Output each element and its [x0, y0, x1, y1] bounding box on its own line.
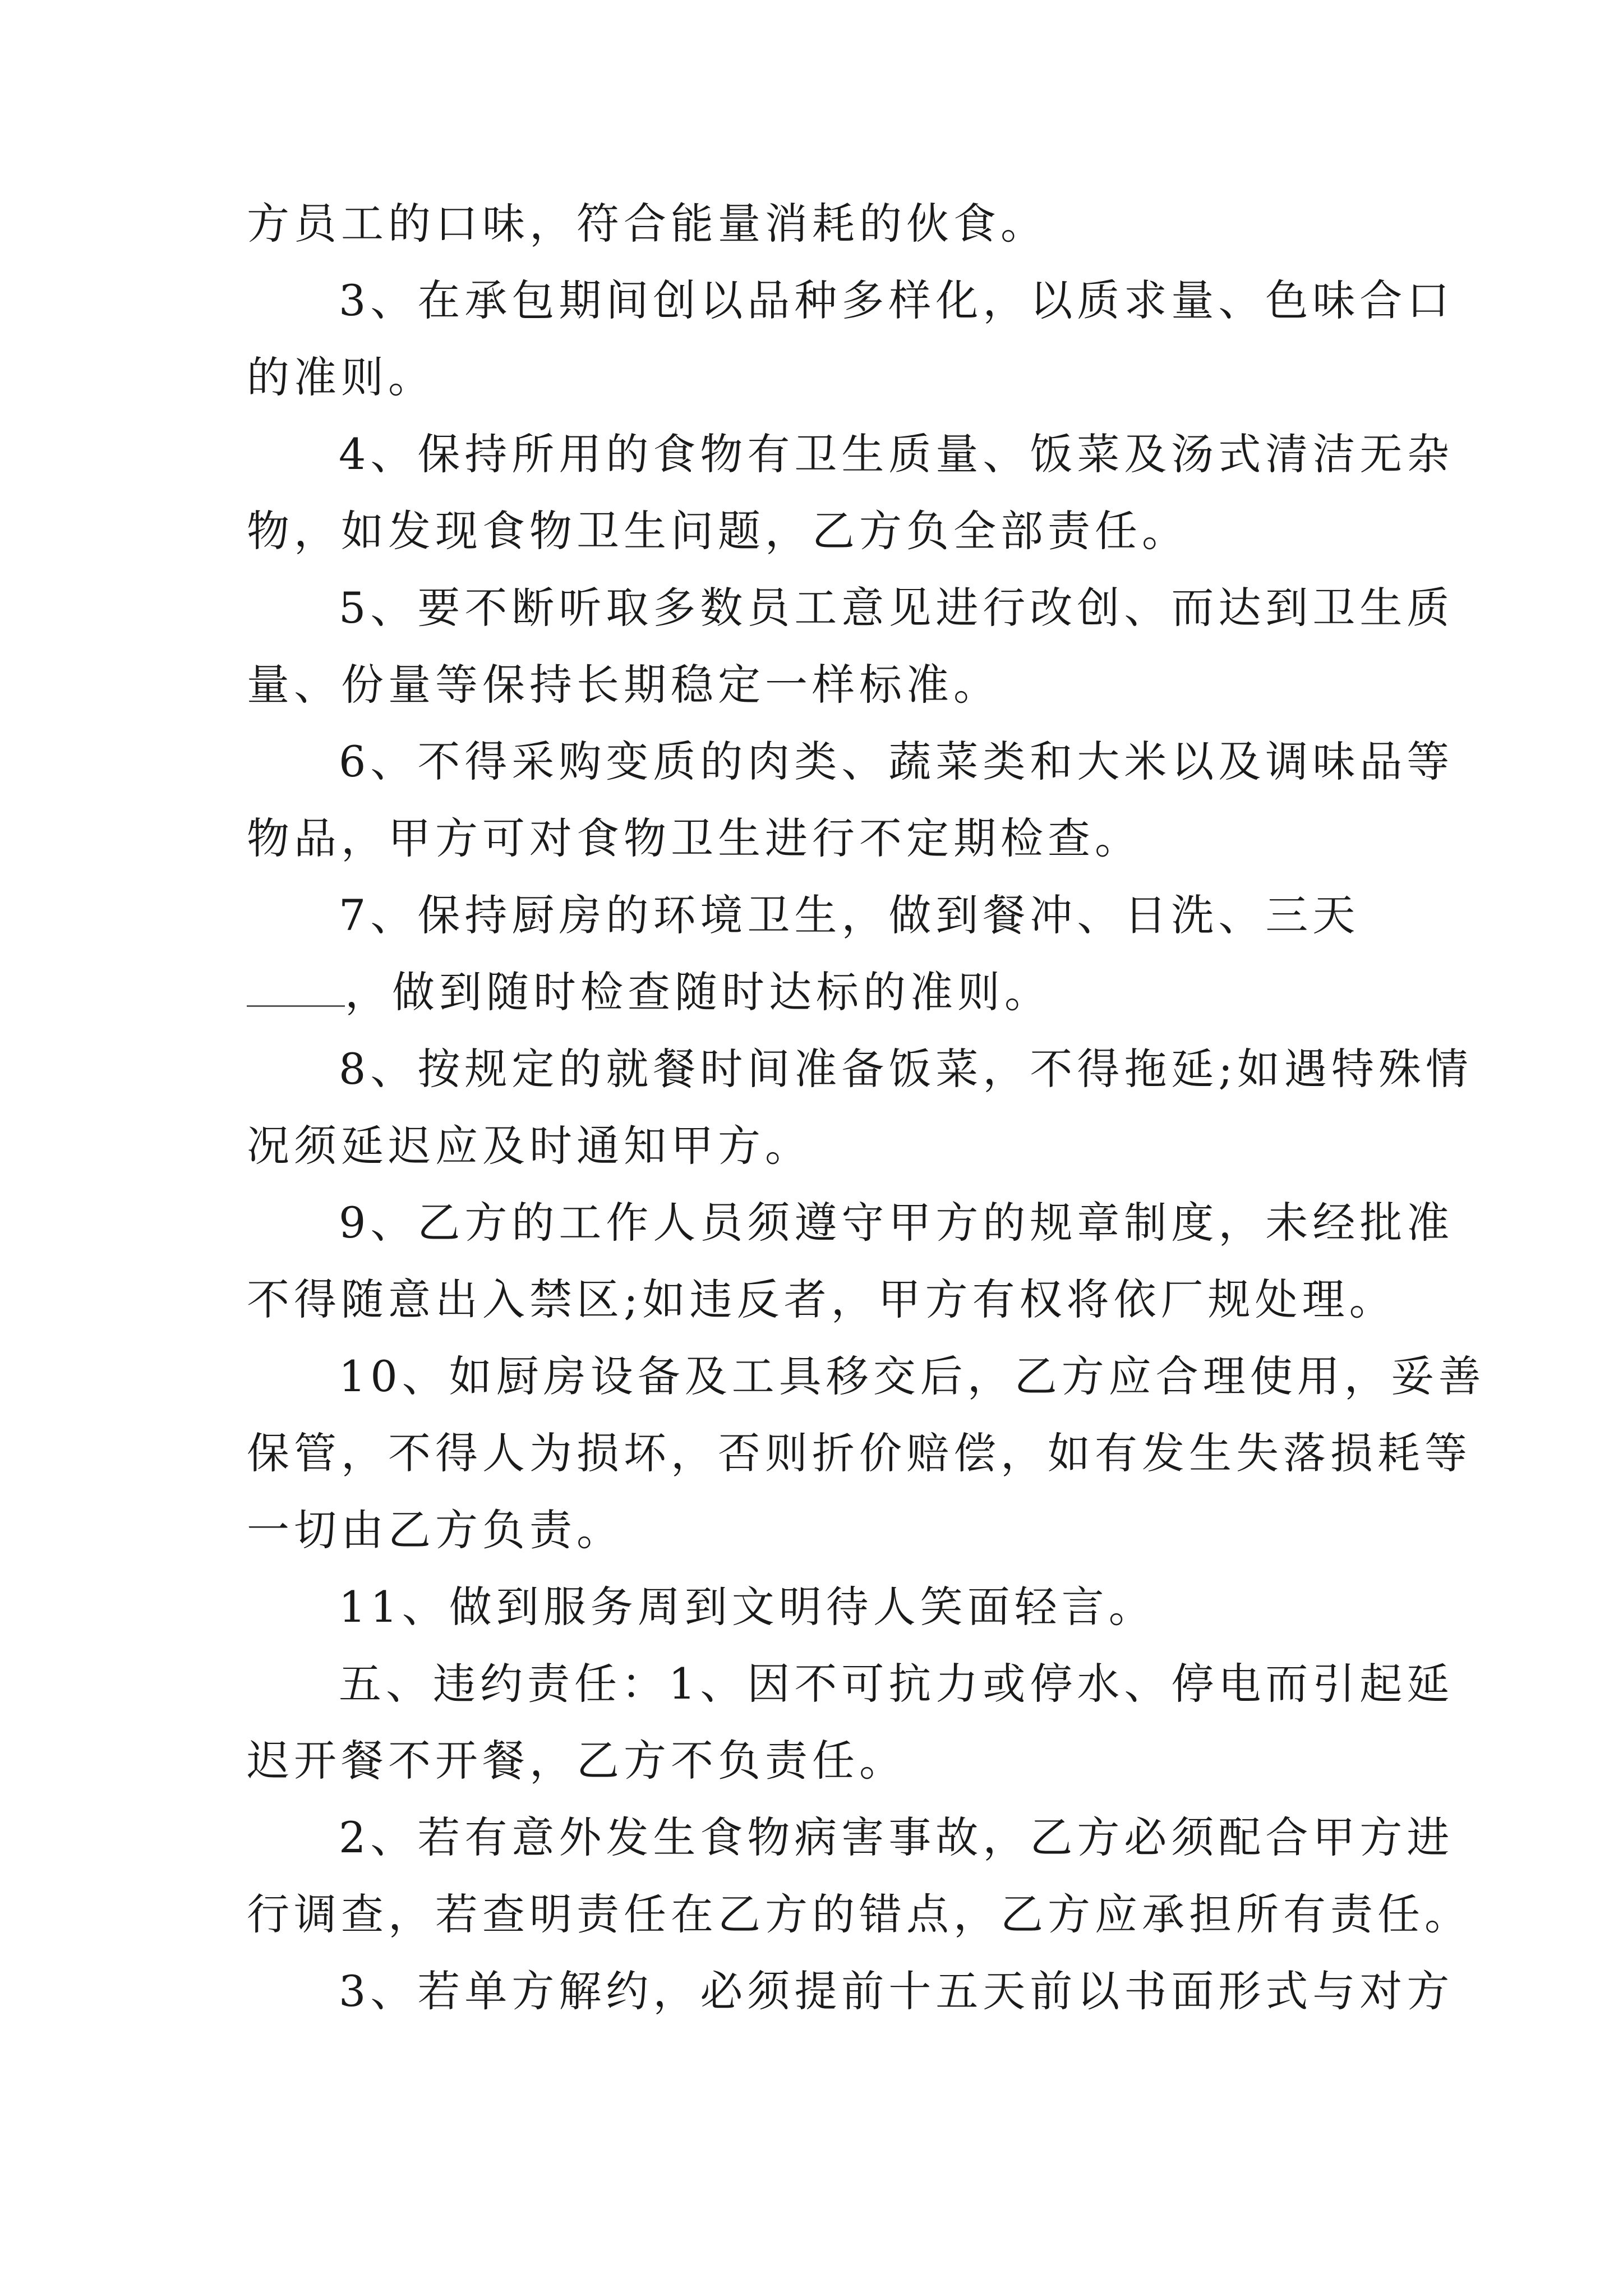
clause-11-line: 11、做到服务周到文明待人笑面轻言。: [339, 1582, 1156, 1632]
text-line: 迟开餐不开餐，乙方不负责任。: [247, 1736, 906, 1786]
clause-9-line: 9、乙方的工作人员须遵守甲方的规章制度，未经批准: [339, 1198, 1454, 1248]
text-line: 不得随意出入禁区;如违反者，甲方有权将依厂规处理。: [247, 1274, 1396, 1324]
liability-3-line: 3、若单方解约，必须提前十五天前以书面形式与对方: [339, 1966, 1454, 2016]
clause-10-line: 10、如厨房设备及工具移交后，乙方应合理使用，妥善: [339, 1351, 1486, 1401]
text-line: 量、份量等保持长期稳定一样标准。: [247, 660, 1000, 710]
clause-6-line: 6、不得采购变质的肉类、蔬菜类和大米以及调味品等: [339, 737, 1454, 786]
text-line-with-blank: [247, 954, 1391, 1030]
clause-8-line: 8、按规定的就餐时间准备饭菜，不得拖延;如遇特殊情: [339, 1044, 1473, 1094]
text-line: 物品，甲方可对食物卫生进行不定期检查。: [247, 813, 1142, 863]
clause-4-line: 4、保持所用的食物有卫生质量、饭菜及汤式清洁无杂: [339, 429, 1454, 479]
text-line: 方员工的口味，符合能量消耗的伙食。: [247, 199, 1048, 249]
text-line: 况须延迟应及时通知甲方。: [247, 1121, 812, 1171]
clause-3-line: 3、在承包期间创以品种多样化，以质求量、色味合口: [339, 275, 1454, 325]
contract-text: [247, 185, 1486, 2030]
text-line: 的准则。: [247, 352, 435, 402]
clause-7-line: 7、保持厨房的环境卫生，做到餐冲、日洗、三天: [339, 890, 1360, 940]
text-line: 物，如发现食物卫生问题，乙方负全部责任。: [247, 506, 1189, 556]
text-fragment: ，做到随时检查随时达标的准则。: [345, 967, 1052, 1017]
fill-in-blank: [247, 975, 345, 1007]
text-line: 一切由乙方负责。: [247, 1505, 624, 1555]
clause-5-line: 5、要不断听取多数员工意见进行改创、而达到卫生质: [339, 583, 1454, 633]
text-line: 保管，不得人为损坏，否则折价赔偿，如有发生失落损耗等: [247, 1428, 1472, 1478]
text-line: 行调查，若查明责任在乙方的错点，乙方应承担所有责任。: [247, 1889, 1472, 1939]
liability-2-line: 2、若有意外发生食物病害事故，乙方必须配合甲方进: [339, 1812, 1454, 1862]
section-5-heading-line: 五、违约责任：1、因不可抗力或停水、停电而引起延: [339, 1659, 1454, 1709]
